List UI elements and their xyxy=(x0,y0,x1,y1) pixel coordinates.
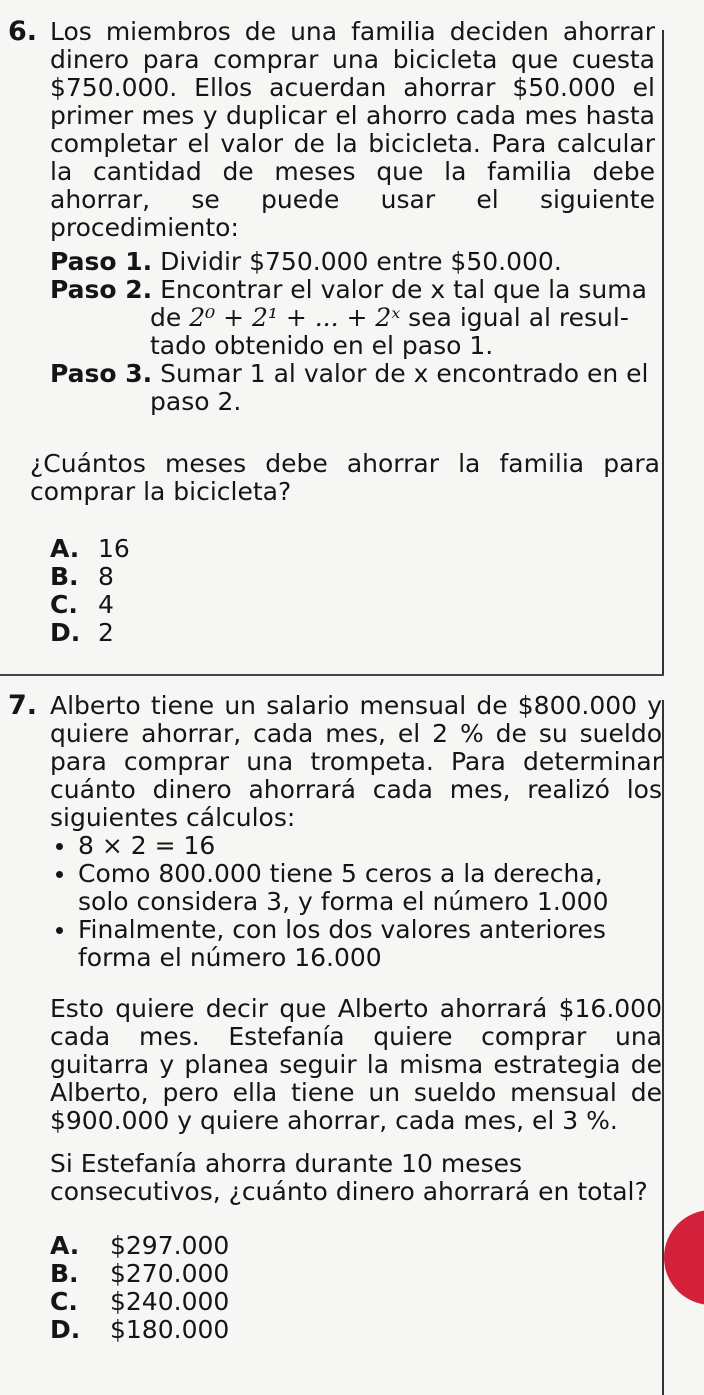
answer-options xyxy=(50,1232,229,1344)
option-d[interactable]: D. 2 xyxy=(50,618,114,647)
step-text-after: sea igual al resul- xyxy=(408,303,629,332)
bullet-item: 8 × 2 = 16 xyxy=(56,832,656,860)
bullet-item: Finalmente, con los dos valores anteriores forma el número 16.000 xyxy=(56,916,656,972)
step-label: Paso 2. xyxy=(50,275,153,304)
step-label: Paso 1. xyxy=(50,247,153,276)
column-divider xyxy=(662,700,664,1395)
sum-formula: 2⁰ + 2¹ + ... + 2ˣ xyxy=(189,303,401,332)
bullet-icon xyxy=(56,927,63,934)
question-prompt: Si Estefanía ahorra durante 10 meses consecutivos, ¿cuánto dinero ahorrará en total? xyxy=(50,1149,648,1206)
option-a[interactable]: A. 16 xyxy=(50,534,130,563)
calculation-bullets xyxy=(56,832,656,972)
step-2 xyxy=(50,276,660,360)
step-3 xyxy=(50,360,660,416)
step-2-formula-line: de 2⁰ + 2¹ + ... + 2ˣ sea igual al resul- xyxy=(150,303,629,332)
step-text-last: paso 2. xyxy=(150,387,242,416)
step-1 xyxy=(50,248,660,276)
option-b[interactable]: B. 8 xyxy=(50,562,114,591)
option-d[interactable]: D. $180.000 xyxy=(50,1315,230,1344)
question-number: 7. xyxy=(8,690,38,721)
question-number: 6. xyxy=(8,16,38,47)
option-b[interactable]: B. $270.000 xyxy=(50,1259,230,1288)
step-text: Dividir $750.000 entre $50.000. xyxy=(160,247,562,276)
procedure-steps xyxy=(50,248,660,416)
bullet-item: Como 800.000 tiene 5 ceros a la derecha, solo considera 3, y forma el número 1.000 xyxy=(56,860,656,916)
explanation-paragraph: Esto quiere decir que Alberto ahorrará $16.000 cada mes. Estefanía quiere comprar una guitarra y planea seguir la misma estrategia de Alberto, pero ella tiene un sueldo mensual de $900.000 y quiere ahorrar, cada mes, el 3 %. xyxy=(50,994,662,1135)
column-divider xyxy=(662,30,664,675)
question-prompt: ¿Cuántos meses debe ahorrar la familia para comprar la bicicleta? xyxy=(30,449,660,506)
bullet-icon xyxy=(56,843,63,850)
answer-options xyxy=(50,535,130,647)
question-divider xyxy=(0,674,664,676)
step-text: Encontrar el valor de x tal que la suma xyxy=(160,275,647,304)
bullet-icon xyxy=(56,871,63,878)
step-label: Paso 3. xyxy=(50,359,153,388)
option-a[interactable]: A. $297.000 xyxy=(50,1231,230,1260)
red-marker-shape xyxy=(664,1210,704,1305)
step-text: Sumar 1 al valor de x encontrado en el xyxy=(160,359,649,388)
option-c[interactable]: C. $240.000 xyxy=(50,1287,230,1316)
question-statement: Alberto tiene un salario mensual de $800.000 y quiere ahorrar, cada mes, el 2 % de su sueldo para comprar una trompeta. Para determinar cuánto dinero ahorrará cada mes, realizó los siguientes cálculos: xyxy=(50,691,662,832)
question-statement: Los miembros de una familia deciden ahorrar dinero para comprar una bicicleta que cuesta $750.000. Ellos acuerdan ahorrar $50.000 el primer mes y duplicar el ahorro cada mes hasta completar el valor de la bicicleta. Para calcular la cantidad de meses que la familia debe ahorrar, se puede usar el siguiente procedimiento: xyxy=(50,17,655,242)
option-c[interactable]: C. 4 xyxy=(50,590,114,619)
step-text-last: tado obtenido en el paso 1. xyxy=(150,331,494,360)
